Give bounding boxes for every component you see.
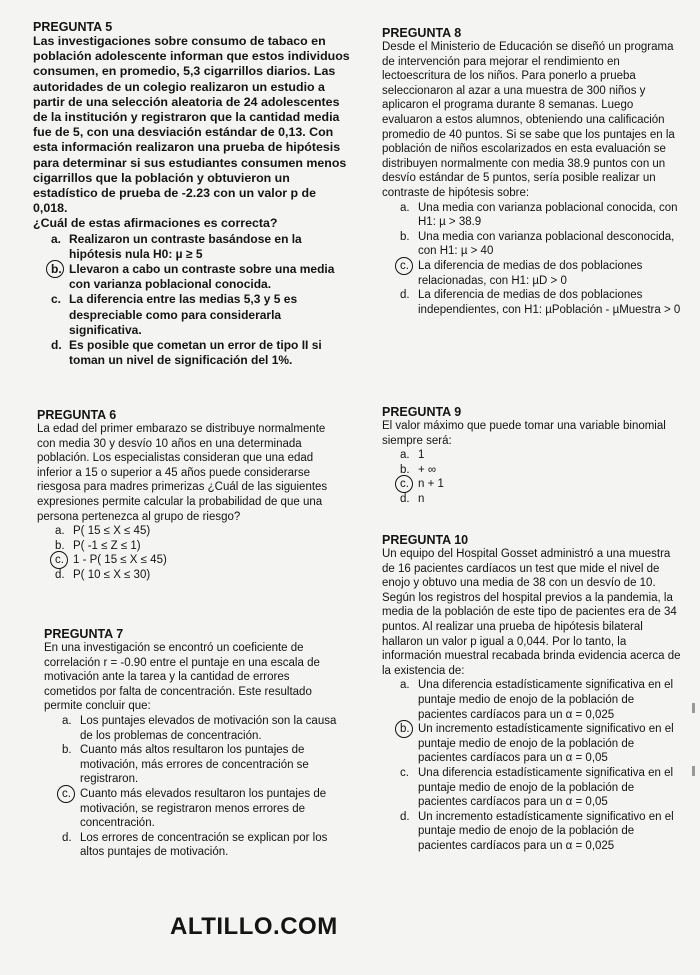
- option-letter: a.: [400, 679, 410, 692]
- option-text: Una media con varianza poblacional conocida, con H1: µ > 38.9: [418, 201, 678, 229]
- option-letter: d.: [55, 568, 65, 581]
- option-text: La diferencia de medias de dos poblaciones independientes, con H1: µPoblación - µMuestra > 0: [418, 289, 681, 316]
- option-letter: c.: [55, 554, 64, 567]
- option-c: [382, 259, 682, 288]
- option-b: [382, 230, 682, 259]
- option-text: P( -1 ≤ Z ≤ 1): [73, 539, 141, 552]
- question-stem: Un equipo del Hospital Gosset administró a una muestra de 16 pacientes cardíacos un test que mide el nivel de enojo y obtuvo una media de 38 con un desvío de 10. Según los registros del hospital previos a la pandemia, la media de la población de este tipo de pacientes era de 34 puntos. Al realizar una prueba de hipótesis bilateral hallaron un valor p igual a 0,044. Por lo tanto, la información muestral recabada brinda evidencia acerca de la existencia de:: [382, 548, 681, 677]
- question-10: [382, 533, 682, 853]
- option-text: 1 - P( 15 ≤ X ≤ 45): [73, 554, 167, 567]
- option-d: [382, 810, 682, 854]
- question-8: [382, 26, 682, 317]
- question-stem: La edad del primer embarazo se distribuye normalmente con media 30 y desvío 10 años en una determinada población. Los especialistas consideran que una edad inferior a 15 o superior a 45 años puede considerarse riesgosa para madres primerizas ¿Cuál de las siguientes expresiones permite calcular la probabilidad de que una persona pertenezca al grupo de riesgo?: [37, 423, 328, 523]
- option-c: [382, 477, 682, 492]
- option-b: [37, 539, 347, 554]
- option-text: n: [418, 492, 425, 505]
- option-a: [382, 448, 682, 463]
- option-text: Cuanto más elevados resultaron los puntajes de motivación, se registraron menos errores de concentración.: [80, 787, 327, 830]
- option-c: [33, 292, 351, 338]
- option-c: [37, 553, 347, 568]
- option-a: [382, 201, 682, 230]
- question-title: PREGUNTA 9: [382, 405, 462, 419]
- option-letter: a.: [55, 525, 65, 538]
- option-letter: c.: [400, 478, 409, 491]
- option-text: Un incremento estadísticamente significativo en el puntaje medio de enojo de la población de pacientes cardíacos para un α = 0,025: [418, 810, 674, 852]
- scan-edge-mark: [692, 766, 695, 776]
- option-text: Una media con varianza poblacional desconocida, con H1: µ > 40: [418, 230, 675, 258]
- option-letter: b.: [62, 744, 72, 757]
- option-letter: a.: [62, 714, 72, 727]
- option-c: [382, 766, 682, 810]
- option-text: 1: [418, 449, 425, 462]
- question-prompt: ¿Cuál de estas afirmaciones es correcta?: [33, 216, 278, 231]
- option-letter: d.: [62, 831, 72, 844]
- option-letter: b.: [400, 723, 410, 736]
- option-text: P( 10 ≤ X ≤ 30): [73, 568, 151, 581]
- option-b: [33, 262, 351, 292]
- option-letter: d.: [400, 492, 410, 505]
- option-letter: a.: [400, 449, 410, 462]
- option-text: n + 1: [418, 478, 444, 491]
- option-letter: b.: [55, 539, 65, 552]
- question-title: PREGUNTA 5: [33, 20, 113, 34]
- question-stem: Desde el Ministerio de Educación se diseñó un programa de intervención para mejorar el rendimiento en lectoescritura de los niños. Para ponerlo a prueba seleccionaron al azar a una muestra de 300 niños y aplicaron el programa durante 8 semanas. Luego evaluaron a estos alumnos, obteniendo una calificación promedio de 40 puntos. Si se sabe que los puntajes en la población de niños escolarizados en esta evaluación se distribuyen normalmente con media 38.9 puntos con un desvío estándar de 5 puntos, sería posible realizar un contraste de hipótesis sobre:: [382, 41, 675, 199]
- option-letter: b.: [400, 463, 410, 476]
- question-6: [37, 408, 347, 583]
- option-d: [382, 492, 682, 507]
- site-watermark: ALTILLO.COM: [170, 913, 338, 940]
- option-letter: c.: [400, 259, 409, 272]
- option-text: P( 15 ≤ X ≤ 45): [73, 525, 151, 538]
- option-text: Llevaron a cabo un contraste sobre una media con varianza poblacional conocida.: [69, 262, 335, 292]
- option-a: [37, 524, 347, 539]
- option-a: [33, 232, 351, 262]
- option-text: Es posible que cometan un error de tipo II si toman un nivel de significación del 1%.: [69, 338, 322, 368]
- option-letter: d.: [400, 810, 410, 823]
- option-letter: c.: [400, 766, 409, 779]
- option-letter: c.: [51, 292, 62, 307]
- option-text: La diferencia entre las medias 5,3 y 5 es despreciable como para considerarla significativa.: [69, 292, 298, 337]
- option-d: [37, 568, 347, 583]
- question-title: PREGUNTA 6: [37, 408, 117, 422]
- option-b: [44, 743, 344, 787]
- scan-edge-mark: [692, 703, 695, 713]
- question-title: PREGUNTA 10: [382, 533, 469, 547]
- question-7: [44, 627, 344, 860]
- option-letter: c.: [62, 787, 71, 800]
- option-a: [382, 678, 682, 722]
- question-stem: Las investigaciones sobre consumo de tabaco en población adolescente informan que estos individuos consumen, en promedio, 5,3 cigarrillos diarios. Las autoridades de un colegio realizaron un estudio a partir de una selección aleatoria de 24 adolescentes de la institución y registraron que la cantidad media fue de 5, con una desviación estándar de 0,13. Con esta información realizaron una prueba de hipótesis para determinar si sus estudiantes consumen menos cigarrillos que la población y obtuvieron un estadístico de prueba de -2.23 con un valor p de 0,018.: [33, 34, 350, 216]
- option-b: [382, 722, 682, 766]
- option-letter: d.: [51, 338, 62, 353]
- question-stem: El valor máximo que puede tomar una variable binomial siempre será:: [382, 420, 666, 447]
- option-text: Realizaron un contraste basándose en la hipótesis nula H0: µ ≥ 5: [69, 231, 302, 261]
- option-text: Los puntajes elevados de motivación son la causa de los problemas de concentración.: [80, 714, 337, 742]
- question-stem: En una investigación se encontró un coeficiente de correlación r = -0.90 entre el puntaje en una escala de motivación ante la tarea y la cantidad de errores cometidos por falta de concentración. Este resultado permite concluir que:: [44, 642, 320, 713]
- option-c: [44, 787, 344, 831]
- option-letter: d.: [400, 289, 410, 302]
- option-text: + ∞: [418, 463, 437, 476]
- option-text: La diferencia de medias de dos poblaciones relacionadas, con H1: µD > 0: [418, 259, 643, 287]
- option-a: [44, 714, 344, 743]
- question-9: [382, 405, 682, 507]
- option-text: Una diferencia estadísticamente significativa en el puntaje medio de enojo de la población de pacientes cardíacos para un α = 0,05: [418, 766, 674, 809]
- question-5: [33, 20, 351, 368]
- option-text: Los errores de concentración se explican por los altos puntajes de motivación.: [80, 831, 328, 859]
- option-d: [44, 831, 344, 860]
- option-d: [33, 338, 351, 368]
- option-b: [382, 463, 682, 478]
- question-title: PREGUNTA 7: [44, 627, 124, 641]
- option-letter: a.: [400, 201, 410, 214]
- option-text: Una diferencia estadísticamente significativa en el puntaje medio de enojo de la población de pacientes cardíacos para un α = 0,025: [418, 679, 674, 721]
- option-text: Cuanto más altos resultaron los puntajes de motivación, más errores de concentración se registraron.: [80, 744, 309, 786]
- option-text: Un incremento estadísticamente significativo en el puntaje medio de enojo de la población de pacientes cardíacos para un α = 0,05: [418, 723, 674, 765]
- option-letter: a.: [51, 231, 62, 246]
- option-letter: b.: [51, 262, 62, 277]
- question-title: PREGUNTA 8: [382, 26, 462, 40]
- option-d: [382, 288, 682, 317]
- option-letter: b.: [400, 230, 410, 243]
